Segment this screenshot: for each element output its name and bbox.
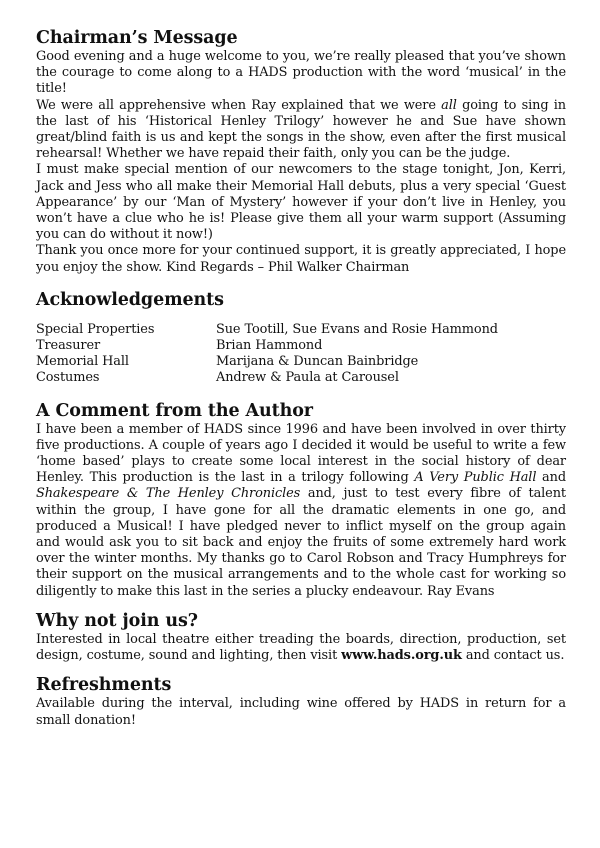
join-us-text: Interested in local theatre either treading the boards, direction, production, set design, costume, sound and lighting, then visit — [36, 631, 566, 664]
ack-row — [36, 338, 566, 354]
chairmans-message-heading: Chairman’s Message — [36, 28, 238, 48]
ack-role: Costumes — [36, 370, 100, 386]
programme-page — [36, 28, 566, 729]
chairman-paragraph-1: Good evening and a huge welcome to you, we’re really pleased that you’ve shown the courage to come along to a HADS production with the word ‘musical’ in the title! — [36, 49, 566, 97]
author-comment-paragraph — [36, 422, 566, 600]
acknowledgements-heading: Acknowledgements — [36, 289, 224, 310]
author-comment-section — [36, 401, 566, 600]
play-title: Shakespeare & The Henley Chronicles — [36, 486, 301, 502]
chairman-paragraph-2 — [36, 98, 566, 163]
ack-names: Sue Tootill, Sue Evans and Rosie Hammond — [216, 321, 498, 337]
acknowledgements-section — [36, 290, 566, 387]
join-us-section — [36, 611, 566, 664]
ack-role: Memorial Hall — [36, 354, 129, 370]
refreshments-heading: Refreshments — [36, 675, 172, 696]
ack-names: Marijana & Duncan Bainbridge — [216, 354, 419, 370]
ack-names: Andrew & Paula at Carousel — [216, 370, 399, 386]
chairman-paragraph-4: Thank you once more for your continued support, it is greatly appreciated, I hope you enjoy the show. Kind Regards – Phil Walker Chairman — [36, 243, 566, 275]
join-us-heading: Why not join us? — [36, 610, 198, 631]
ack-names: Brian Hammond — [216, 338, 323, 354]
chairman-paragraph-3: I must make special mention of our newcomers to the stage tonight, Jon, Kerri, Jack and Jess who all make their Memorial Hall debuts, plus a very special ‘Guest Appearance’ by our ‘Man of Mystery’ however if your don’t live in Henley, you won’t have a clue who he is! Please give them all your warm support (Assuming you can do without it now!) — [36, 162, 566, 243]
chairman-p2-text-rest: going to sing in the last of his ‘Historical Henley Trilogy’ however he and Sue have shown great/blind faith is us and kept the songs in the show, even after the first musical rehearsal! Whether we have repaid their faith, only you can be the judge. — [36, 97, 566, 162]
join-us-text-rest: and contact us. — [461, 648, 565, 664]
ack-role: Special Properties — [36, 321, 155, 337]
author-text: and — [536, 470, 566, 486]
refreshments-section — [36, 675, 566, 728]
ack-role: Treasurer — [36, 338, 101, 354]
refreshments-paragraph: Available during the interval, including wine offered by HADS in return for a small donation! — [36, 696, 566, 728]
ack-row — [36, 370, 566, 386]
ack-row — [36, 354, 566, 370]
play-title: A Very Public Hall — [414, 470, 537, 486]
chairman-p2-text: We were all apprehensive when Ray explained that we were — [36, 97, 442, 113]
website-link[interactable]: www.hads.org.uk — [341, 648, 462, 664]
chairmans-message-section — [36, 28, 566, 276]
join-us-paragraph — [36, 632, 566, 664]
author-text: and, just to test every fibre of talent within the group, I have gone for all the dramatic elements in one go, and produced a Musical! I have pledged never to inflict myself on the group again and would ask you to sit back and enjoy the fruits of some extremely hard work over the winter months. My thanks go to Carol Robson and Tracy Humphreys for their support on the musical arrangements and to the whole cast for working so diligently to make this last in the series a plucky endeavour. Ray Evans — [36, 486, 566, 599]
author-comment-heading: A Comment from the Author — [36, 400, 313, 421]
acknowledgements-list — [36, 322, 566, 387]
ack-row — [36, 322, 566, 338]
author-text: I have been a member of HADS since 1996 and have been involved in over thirty five productions. A couple of years ago I decided it would be useful to write a few ‘home based’ plays to create some local interest in the social history of dear Henley. This production is the last in a trilogy following — [36, 421, 566, 486]
chairman-p2-emphasis: all — [441, 97, 457, 113]
